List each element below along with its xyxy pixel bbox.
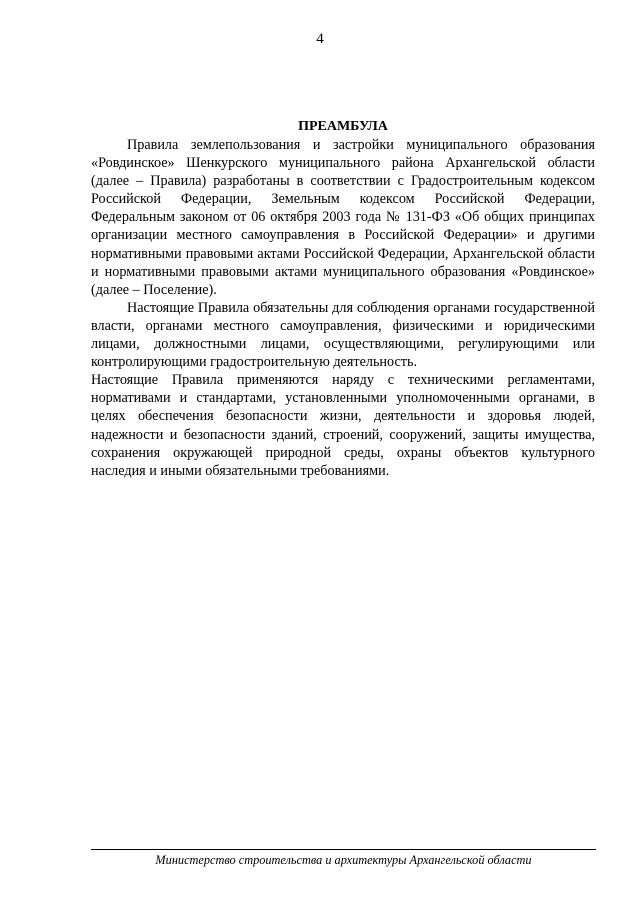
paragraph-application: Настоящие Правила применяются наряду с техническими регламентами, нормативами и стандартами, установленными уполномоченными органами, в целях обеспечения безопасности жизни, деятельности и здоровья людей, надежности и безопасности зданий, строений, сооружений, защиты имущества, сохранения окружающей природной среды, охраны объектов культурного наследия и иными обязательными требованиями.: [91, 372, 595, 479]
document-body: [91, 118, 595, 480]
section-heading: ПРЕАМБУЛА: [298, 119, 388, 134]
page-number: 4: [316, 31, 324, 47]
footer-text: Министерство строительства и архитектуры Архангельской области: [155, 853, 532, 867]
footer-divider: [91, 849, 596, 850]
paragraph-preamble-intro: Правила землепользования и застройки муниципального образования «Ровдинское» Шенкурского муниципального района Архангельской области (далее – Правила) разработаны в соответствии с Градостроительным кодексом Российской Федерации, Земельным кодексом Российской Федерации, Федеральным законом от 06 октября 2003 года № 131-ФЗ «Об общих принципах организации местного самоуправления в Российской Федерации» и другими нормативными правовыми актами Российской Федерации, Архангельской области и нормативными правовыми актами муниципального образования «Ровдинское» (далее – Поселение).: [91, 137, 595, 298]
paragraph-obligation: Настоящие Правила обязательны для соблюдения органами государственной власти, органами местного самоуправления, физическими и юридическими лицами, должностными лицами, осуществляющими, регулирующими или контролирующими градостроительную деятельность.: [91, 299, 595, 371]
